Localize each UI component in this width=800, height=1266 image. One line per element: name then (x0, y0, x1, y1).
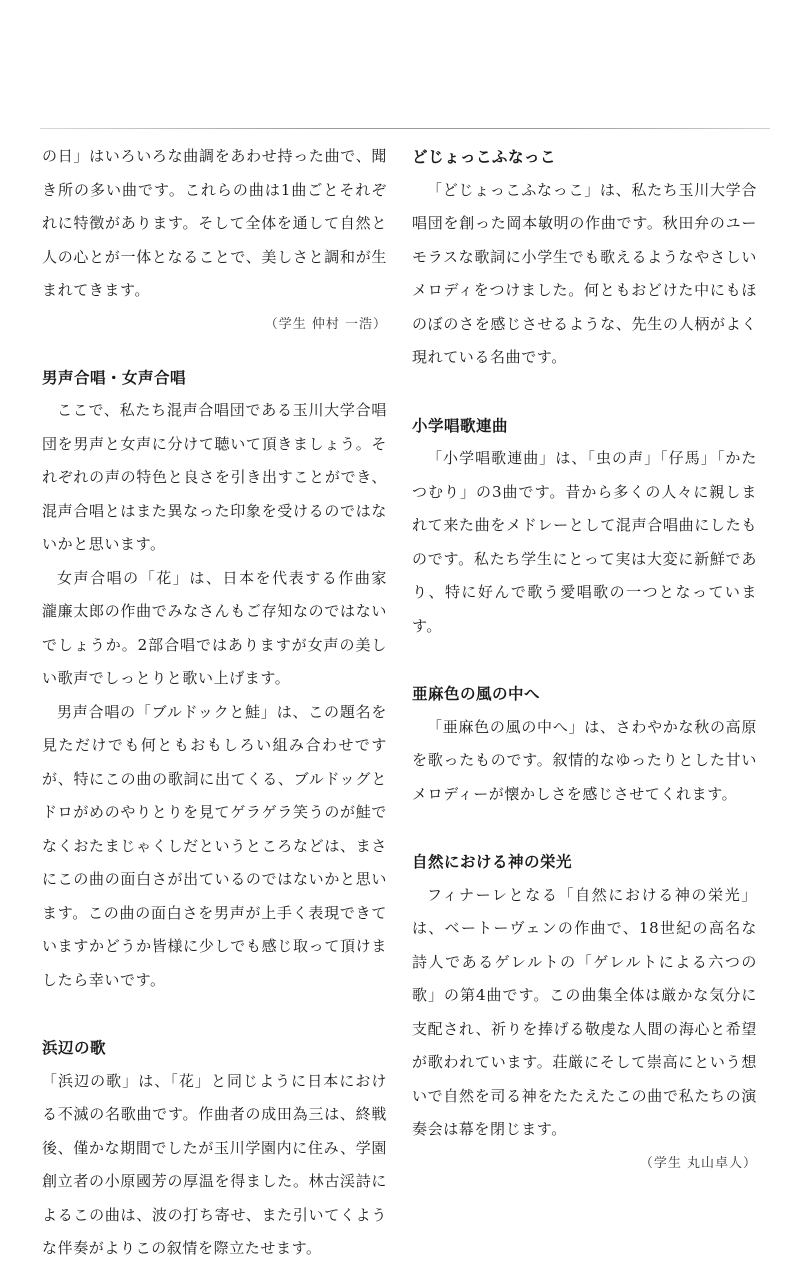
header-rule (40, 128, 770, 129)
section-title-dojokko-funakko: どじょっこふなっこ (412, 147, 557, 166)
section-paragraph: ここで、私たち混声合唱団である玉川大学合唱団を男声と女声に分けて聴いて頂きましょう。それぞれの声の特色と良さを引き出すことができ、混声合唱とはまた異なった印象を受けるのではないかと思います。 (42, 401, 387, 553)
section-paragraph: 「亜麻色の風の中へ」は、さわやかな秋の高原を歌ったものです。叙情的なゆったりとした甘いメロディーが懐かしさを感じさせてくれます。 (412, 717, 757, 803)
intro-paragraph: の日」はいろいろな曲調をあわせ持った曲で、聞き所の多い曲です。これらの曲は1曲ごとそれぞれに特徴があります。そして全体を通して自然と人の心とが一体となることで、美しさと調和が生まれてきます。 (42, 147, 387, 299)
section-paragraph: 女声合唱の「花」は、日本を代表する作曲家 瀧廉太郎の作曲でみなさんもご存知なのではないでしょうか。2部合唱ではありますが女声の美しい歌声でしっとりと歌い上げます。 (42, 568, 387, 687)
section-paragraph: 「浜辺の歌」は、「花」と同じように日本における不滅の名歌曲です。作曲者の成田為三は、終戦後、僅かな期間でしたが玉川学園内に住み、学園創立者の小原國芳の厚温を得ました。林古渓詩によるこの曲は、波の打ち寄せ、また引いてくような伴奏がよりこの叙情を際立たせます。 (42, 1071, 387, 1257)
section-title-shogaku-shoka: 小学唱歌連曲 (412, 415, 509, 435)
right-column (412, 140, 757, 1180)
left-column (42, 140, 387, 1266)
section-paragraph: 「どじょっこふなっこ」は、私たち玉川大学合唱団を創った岡本敏明の作曲です。秋田弁のユーモラスな歌詞に小学生でも歌えるようなやさしいメロディをつけました。何ともおどけた中にもほのぼのさを感じさせるような、先生の人柄がよく現れている名曲です。 (412, 180, 757, 366)
author-credit: （学生 仲村 一浩） (264, 316, 387, 332)
section-title-amairo-no-kaze: 亜麻色の風の中へ (412, 684, 541, 703)
author-credit: （学生 丸山卓人） (639, 1155, 757, 1171)
section-paragraph: 「小学唱歌連曲」は、「虫の声」「仔馬」「かたつむり」の3曲です。昔から多くの人々に親しまれて来た曲をメドレーとして混声合唱曲にしたものです。私たち学生にとって実は大変に新鮮であり、特に好んで歌う愛唱歌の一つとなっています。 (412, 449, 757, 635)
section-paragraph: フィナーレとなる「自然における神の栄光」は、ベートーヴェンの作曲で、18世紀の高名な詩人であるゲレルトの「ゲレルトによる六つの歌」の第4曲です。この曲集全体は厳かな気分に支配され、祈りを捧げる敬虔な人間の海心と希望が歌われています。荘厳にそして崇高にという想いで自然を司る神をたたえたこの曲で私たちの演奏会は幕を閉じます。 (412, 885, 757, 1138)
section-paragraph: 男声合唱の「ブルドックと鮭」は、この題名を見ただけでも何ともおもしろい組み合わせですが、特にこの曲の歌詞に出てくる、ブルドッグとドロがめのやりとりを見てゲラゲラ笑うのが鮭でなくおたまじゃくしだというところなどは、まさにこの曲の面白さが出ているのではないかと思います。この曲の面白さを男声が上手く表現できていますかどうか皆様に少しでも感じ取って頂けましたら幸いです。 (42, 702, 387, 989)
section-title-hamabe-no-uta: 浜辺の歌 (42, 1038, 107, 1057)
section-title-shizen-kami-eiko: 自然における神の栄光 (412, 852, 573, 871)
section-title-male-female-chorus: 男声合唱・女声合唱 (42, 367, 187, 387)
